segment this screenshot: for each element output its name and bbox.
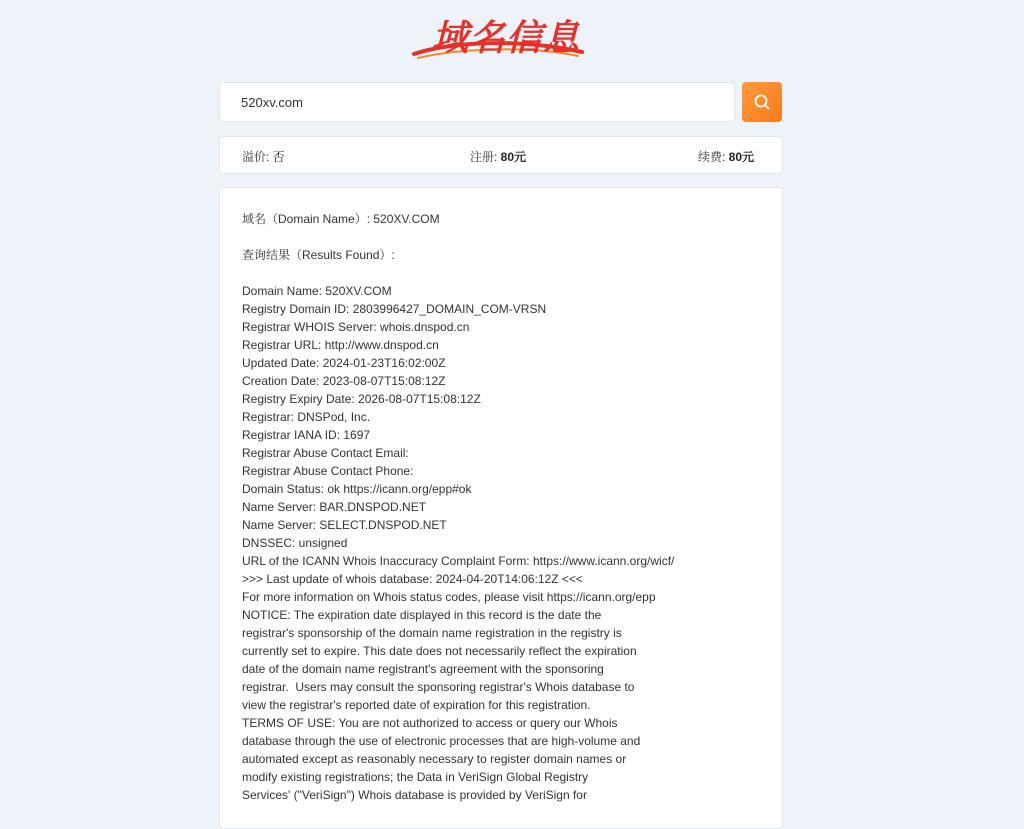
- whois-line: For more information on Whois status codes, please visit https://icann.org/epp: [242, 590, 656, 604]
- whois-line: view the registrar's reported date of expiration for this registration.: [242, 698, 591, 712]
- premium-label: 溢价:: [242, 150, 273, 164]
- whois-line: DNSSEC: unsigned: [242, 536, 348, 550]
- whois-result-content: [242, 210, 674, 804]
- whois-line: Registry Domain ID: 2803996427_DOMAIN_COM-VRSN: [242, 302, 547, 316]
- whois-line: >>> Last update of whois database: 2024-04-20T14:06:12Z <<<: [242, 572, 583, 586]
- whois-line: modify existing registrations; the Data in VeriSign Global Registry: [242, 770, 589, 784]
- site-logo[interactable]: [410, 8, 590, 64]
- search-icon: [753, 93, 771, 111]
- whois-line: registrar's sponsorship of the domain name registration in the registry is: [242, 626, 622, 640]
- whois-line: Registrar: DNSPod, Inc.: [242, 410, 371, 424]
- whois-line: Registrar Abuse Contact Phone:: [242, 464, 414, 478]
- search-button[interactable]: [742, 82, 782, 122]
- logo-text: 域名信息: [432, 18, 581, 59]
- whois-line: Updated Date: 2024-01-23T16:02:00Z: [242, 356, 446, 370]
- whois-line: database through the use of electronic processes that are high-volume and: [242, 734, 641, 748]
- whois-line: automated except as reasonably necessary to register domain names or: [242, 752, 627, 766]
- whois-line: Registrar IANA ID: 1697: [242, 428, 371, 442]
- search-bar: [219, 82, 783, 122]
- whois-line: date of the domain name registrant's agreement with the sponsoring: [242, 662, 604, 676]
- whois-line: TERMS OF USE: You are not authorized to access or query our Whois: [242, 716, 618, 730]
- whois-line: Name Server: SELECT.DNSPOD.NET: [242, 518, 447, 532]
- register-price-value: 80元: [500, 150, 527, 164]
- renew-price-info: [698, 148, 754, 165]
- domain-name-heading: 域名（Domain Name）: 520XV.COM: [242, 212, 440, 226]
- whois-line: URL of the ICANN Whois Inaccuracy Complaint Form: https://www.icann.org/wicf/: [242, 554, 675, 568]
- whois-line: Domain Name: 520XV.COM: [242, 284, 392, 298]
- whois-line: Name Server: BAR.DNSPOD.NET: [242, 500, 427, 514]
- whois-line: Registry Expiry Date: 2026-08-07T15:08:12Z: [242, 392, 481, 406]
- whois-line: Creation Date: 2023-08-07T15:08:12Z: [242, 374, 446, 388]
- results-found-heading: 查询结果（Results Found）:: [242, 248, 395, 262]
- whois-line: currently set to expire. This date does not necessarily reflect the expiration: [242, 644, 637, 658]
- premium-info: [242, 148, 285, 165]
- domain-search-input[interactable]: [219, 82, 735, 122]
- whois-line: NOTICE: The expiration date displayed in this record is the date the: [242, 608, 602, 622]
- register-price-info: [470, 148, 526, 165]
- whois-line: registrar. Users may consult the sponsoring registrar's Whois database to: [242, 680, 635, 694]
- whois-line: Registrar URL: http://www.dnspod.cn: [242, 338, 439, 352]
- pricing-bar: [219, 136, 783, 174]
- renew-label: 续费:: [698, 150, 729, 164]
- premium-value: 否: [272, 150, 285, 164]
- whois-line: Domain Status: ok https://icann.org/epp#ok: [242, 482, 472, 496]
- whois-raw-text: [242, 282, 674, 804]
- whois-line: Registrar WHOIS Server: whois.dnspod.cn: [242, 320, 470, 334]
- whois-line: Registrar Abuse Contact Email:: [242, 446, 409, 460]
- renew-price-value: 80元: [728, 150, 755, 164]
- whois-line: Services' ("VeriSign") Whois database is provided by VeriSign for: [242, 788, 587, 802]
- register-label: 注册:: [470, 150, 501, 164]
- whois-result-card: [219, 187, 783, 829]
